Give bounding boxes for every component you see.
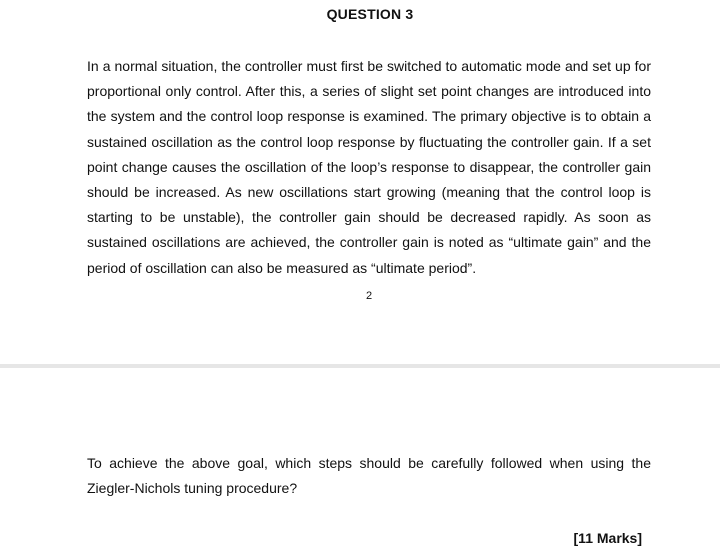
page-number: 2 <box>365 290 373 302</box>
intro-paragraph: In a normal situation, the controller must first be switched to automatic mode and set up for proportional only control. After this, a series of slight set point changes are introduced into the system and the control loop response is examined. The primary objective is to obtain a sustained oscillation as the control loop response by fluctuating the controller gain. If a set point change causes the oscillation of the loop’s response to disappear, the controller gain should be increased. As new oscillations start growing (meaning that the control loop is starting to be unstable), the controller gain should be decreased rapidly. As soon as sustained oscillations are achieved, the controller gain is noted as “ultimate gain” and the period of oscillation can also be measured as “ultimate period”. <box>87 58 651 276</box>
question-text: To achieve the above goal, which steps should be carefully followed when using the Ziegler-Nichols tuning procedure? <box>87 455 651 497</box>
marks-label: [11 Marks] <box>573 530 642 546</box>
question-heading: QUESTION 3 <box>326 6 414 22</box>
document-page-bottom <box>0 368 720 560</box>
